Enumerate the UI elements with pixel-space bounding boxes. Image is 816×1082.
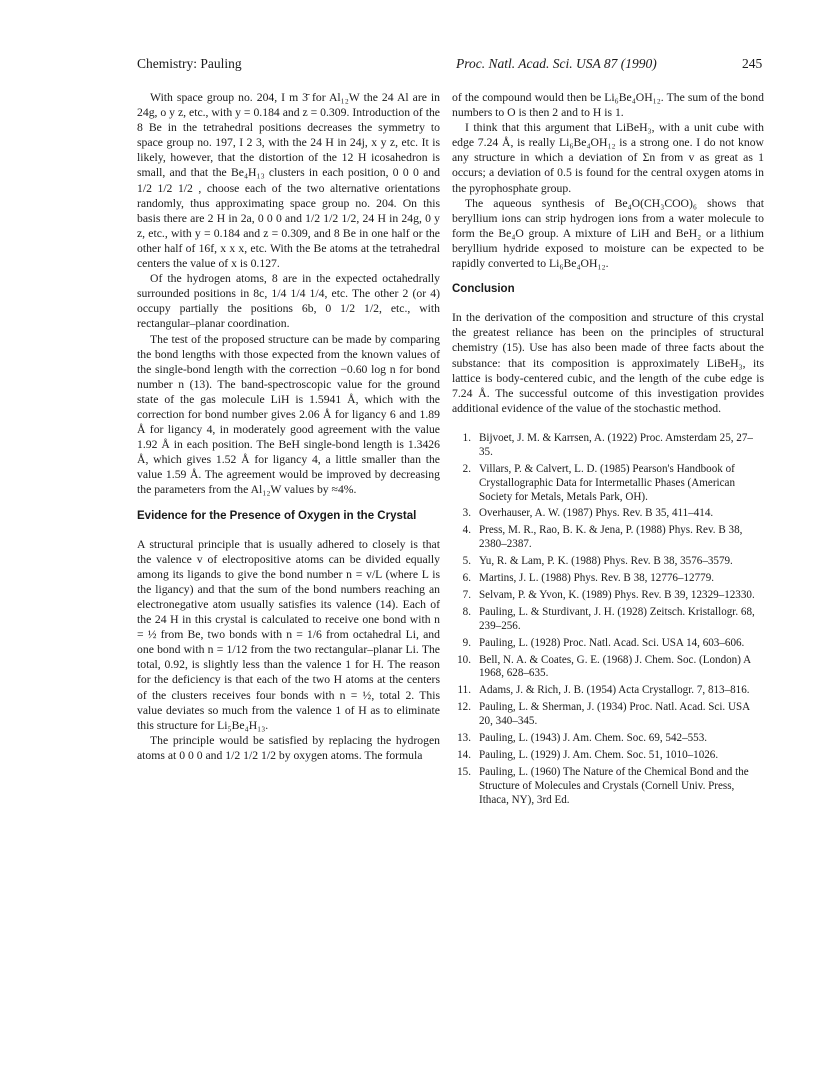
reference-number: 10. xyxy=(457,653,471,666)
paragraph: I think that this argument that LiBeH₃, with a unit cube with edge 7.24 Å, is really Li₆Be₄OH₁₂ is a strong one. I do not know any structure in which a deviation of Σn from v as great as 1 occurs; a deviation of 0.5 is found for the central oxygen atoms in the pyrophosphate group. xyxy=(452,121,764,195)
paragraph: The aqueous synthesis of Be₄O(CH₃COO)₆ shows that beryllium ions can strip hydrogen ions from a water molecule to form the Be₄O group. A mixture of LiH and BeH₂ or a lithium beryllium hydride exposed to moisture can be expected to be rapidly converted to Li₆Be₄OH₁₂. xyxy=(452,196,764,271)
reference-number: 8. xyxy=(462,605,471,618)
reference-item xyxy=(452,524,764,552)
left-column xyxy=(137,90,440,763)
reference-number: 9. xyxy=(462,636,471,649)
paragraph: of the compound would then be Li₆Be₄OH₁₂. The sum of the bond numbers to O is then 2 and to H is 1. xyxy=(452,91,764,120)
reference-number: 5. xyxy=(462,555,471,568)
reference-item xyxy=(452,701,764,729)
page-header xyxy=(0,56,816,78)
page-number: 245 xyxy=(742,56,763,71)
reference-item xyxy=(452,463,764,505)
reference-text: Yu, R. & Lam, P. K. (1988) Phys. Rev. B 38, 3576–3579. xyxy=(479,555,733,568)
running-head-right: Proc. Natl. Acad. Sci. USA 87 (1990) xyxy=(456,56,657,71)
reference-text: Selvam, P. & Yvon, K. (1989) Phys. Rev. B 39, 12329–12330. xyxy=(479,588,755,601)
reference-item xyxy=(452,684,764,698)
reference-item xyxy=(452,507,764,521)
reference-text: Martins, J. L. (1988) Phys. Rev. B 38, 12776–12779. xyxy=(479,572,715,585)
reference-number: 14. xyxy=(457,749,471,761)
reference-item xyxy=(452,654,764,682)
reference-item xyxy=(452,606,764,634)
paragraph: In the derivation of the composition and structure of this crystal the greatest reliance has been on the principles of structural chemistry (15). Use has also been made of three facts about the substance: that its composition is approximately LiBeH₃, its lattice is body-centered cubic, and the length of the cube edge is 7.24 Å. The successful outcome of this investigation provides additional evidence of the value of the stochastic method. xyxy=(452,311,764,415)
reference-text: Adams, J. & Rich, J. B. (1954) Acta Crystallogr. 7, 813–816. xyxy=(479,684,750,697)
section-heading-conclusion: Conclusion xyxy=(452,283,515,296)
reference-text: Bell, N. A. & Coates, G. E. (1968) J. Chem. Soc. (London) A 1968, 628–635. xyxy=(479,653,751,680)
reference-item xyxy=(452,432,764,460)
running-head-left: Chemistry: Pauling xyxy=(137,56,242,71)
reference-item xyxy=(452,766,764,808)
reference-text: Pauling, L. & Sherman, J. (1934) Proc. Natl. Acad. Sci. USA 20, 340–345. xyxy=(479,701,750,728)
reference-item xyxy=(452,589,764,603)
reference-item xyxy=(452,637,764,651)
reference-item xyxy=(452,572,764,586)
paragraph: The test of the proposed structure can be made by comparing the bond lengths with those expected from the known values of the single-bond length with the correction −0.60 log n for bond number n (13). The band-spectroscopic value for the ground state of the gas molecule LiH is 1.5941 Å, which with the correction for bond number gives 2.06 Å for ligancy 6 and 1.89 Å for ligancy 4, in moderately good agreement with the value 1.92 Å in each position. The BeH single-bond length is 1.3426 Å, which gives 1.52 Å for ligancy 4, a little smaller than the value 1.59 Å. The agreement would be improved by decreasing the parameters from the Al₁₂W values by ≈4%. xyxy=(137,332,440,497)
reference-item xyxy=(452,555,764,569)
reference-text: Pauling, L. (1943) J. Am. Chem. Soc. 69, 542–553. xyxy=(479,732,708,745)
reference-text: Bijvoet, J. M. & Karrsen, A. (1922) Proc. Amsterdam 25, 27–35. xyxy=(479,431,753,458)
right-column xyxy=(452,90,764,811)
reference-item xyxy=(452,749,764,763)
reference-number: 1. xyxy=(462,431,471,444)
reference-number: 4. xyxy=(462,524,471,537)
paragraph: A structural principle that is usually adhered to closely is that the valence v of electropositive atoms can be divided equally among its ligands to give the bond number n = v/L (where L is the ligancy) and that the sum of the bond numbers reaching an electronegative atom usually satisfies its valence (14). Each of the 24 H in this crystal is calculated to receive one bond with n = ½ from Be, two bonds with n = 1/6 from octahedral Li, and one bond with n = 1/12 from the two rectangular–planar Li. The total, 0.92, is slightly less than the valence 1 for H. The reason for the deficiency is that each of the two H atoms at the centers of the clusters receives four bonds with n = ½, total 2. This value deviates so much from the valence 1 of H as to eliminate this structure for Li₅Be₄H₁₃. xyxy=(137,537,440,732)
reference-text: Press, M. R., Rao, B. K. & Jena, P. (1988) Phys. Rev. B 38, 2380–2387. xyxy=(479,524,743,551)
reference-number: 6. xyxy=(462,572,471,585)
reference-number: 7. xyxy=(462,588,471,601)
paragraph: With space group no. 204, I m 3̄ for Al₁₂W the 24 Al are in 24g, o y z, etc., with y = 0.184 and z = 0.309. Introduction of the 8 Be in the tetrahedral positions decreases the symmetry to space group no. 197, I 2 3, with the 24 H in 24j, x y z, etc. It is likely, however, that the distortion of the 12 H icosahedron is small, and that the Be₄H₁₃ clusters in each position, 0 0 0 and 1/2 1/2 1/2 , choose each of the two alternative orientations randomly, thus approximating space group no. 204. On this basis there are 2 H in 2a, 0 0 0 and 1/2 1/2 1/2, 24 H in 24g, 0 y z, etc., with y = 0.184 and z = 0.309, and 8 Be in one half or the other half of 16f, x x x, etc. With the Be atoms at the tetrahedral centers the value of x is 0.127. xyxy=(137,91,440,271)
reference-item xyxy=(452,732,764,746)
paragraph: The principle would be satisfied by replacing the hydrogen atoms at 0 0 0 and 1/2 1/2 1/2 by oxygen atoms. The formula xyxy=(137,733,440,762)
reference-text: Pauling, L. (1929) J. Am. Chem. Soc. 51, 1010–1026. xyxy=(479,749,719,761)
reference-number: 12. xyxy=(457,701,471,714)
reference-number: 11. xyxy=(457,684,471,697)
reference-text: Pauling, L. & Sturdivant, J. H. (1928) Zeitsch. Kristallogr. 68, 239–256. xyxy=(479,605,755,632)
reference-text: Overhauser, A. W. (1987) Phys. Rev. B 35, 411–414. xyxy=(479,507,714,520)
reference-number: 3. xyxy=(462,507,471,520)
section-heading-oxygen: Evidence for the Presence of Oxygen in the Crystal xyxy=(137,509,417,522)
reference-number: 15. xyxy=(457,765,471,778)
reference-number: 13. xyxy=(457,732,471,745)
reference-list xyxy=(452,432,764,808)
reference-text: Pauling, L. (1928) Proc. Natl. Acad. Sci. USA 14, 603–606. xyxy=(479,636,745,649)
reference-text: Pauling, L. (1960) The Nature of the Chemical Bond and the Structure of Molecules and Crystals (Cornell Univ. Press, Ithaca, NY), 3rd Ed. xyxy=(479,765,749,806)
paragraph: Of the hydrogen atoms, 8 are in the expected octahedrally surrounded positions in 8c, 1/4 1/4 1/4, etc. The other 2 (or 4) occupy partially the positions 6b, 0 1/2 1/2, etc., with rectangular–planar coordination. xyxy=(137,272,440,331)
reference-number: 2. xyxy=(462,462,471,475)
reference-text: Villars, P. & Calvert, L. D. (1985) Pearson's Handbook of Crystallographic Data for Intermetallic Phases (American Society for Metals, Metals Park, OH). xyxy=(479,462,735,503)
